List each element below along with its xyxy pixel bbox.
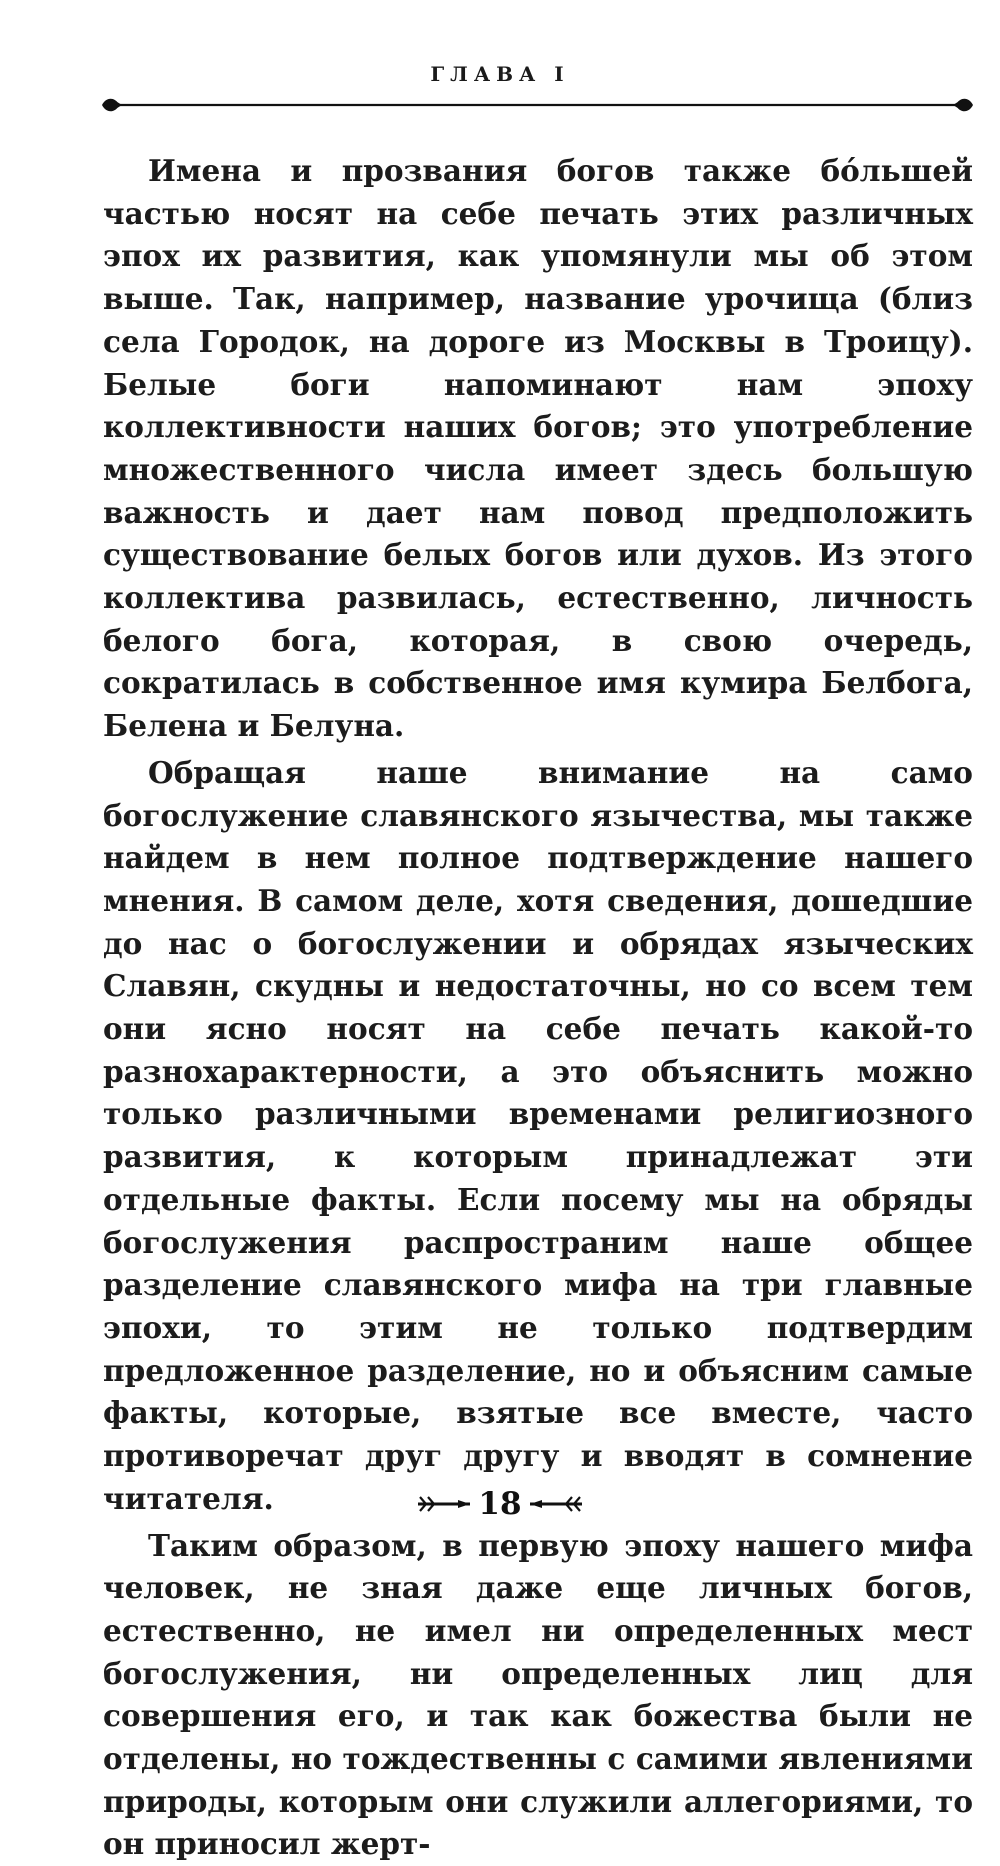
folio-right-ornament-icon	[528, 1494, 584, 1514]
header-ornamental-rule	[100, 93, 975, 117]
paragraph-3: Таким образом, в первую эпоху нашего мифа человек, не зная даже еще личных богов, естественно, не имел ни определенных мест богослужения, ни определенных лиц для совершения его, и так как божества были не отделены, но тождественны с самими явлениями природы, которым они служили аллегориями, то он приносил жерт-	[103, 1525, 973, 1866]
rule-left-ornament-icon	[102, 99, 122, 112]
chapter-body-text	[103, 150, 973, 1866]
rule-right-ornament-icon	[953, 99, 973, 112]
page-number: 18	[478, 1486, 521, 1522]
folio-left-ornament-icon	[416, 1494, 472, 1514]
running-head-title: ГЛАВА I	[0, 62, 1000, 86]
page-number-folio	[0, 1482, 1000, 1526]
paragraph-2: Обращая наше внимание на само богослужение славянского язычества, мы также найдем в нем полное подтверждение нашего мнения. В самом деле, хотя сведения, дошедшие до нас о богослужении и обрядах языческих Славян, скудны и недостаточны, но со всем тем они ясно носят на себе печать какой-то разнохарактерности, а это объяснить можно только различными временами религиозного развития, к которым принадлежат эти отдельные факты. Если посему мы на обряды богослужения распространим наше общее разделение славянского мифа на три главные эпохи, то этим не только подтвердим предложенное разделение, но и объясним самые факты, которые, взятые все вместе, часто противоречат друг другу и вводят в сомнение читателя.	[103, 752, 973, 1521]
paragraph-1: Имена и прозвания богов также бóльшей частью носят на себе печать этих различных эпох их развития, как упомянули мы об этом выше. Так, например, название урочища (близ села Городок, на дороге из Москвы в Троицу). Белые боги напоминают нам эпоху коллективности наших богов; это употребление множественного числа имеет здесь большую важность и дает нам повод предположить существование белых богов или духов. Из этого коллектива развилась, естественно, личность белого бога, которая, в свою очередь, сократилась в собственное имя кумира Белбога, Белена и Белуна.	[103, 150, 973, 748]
